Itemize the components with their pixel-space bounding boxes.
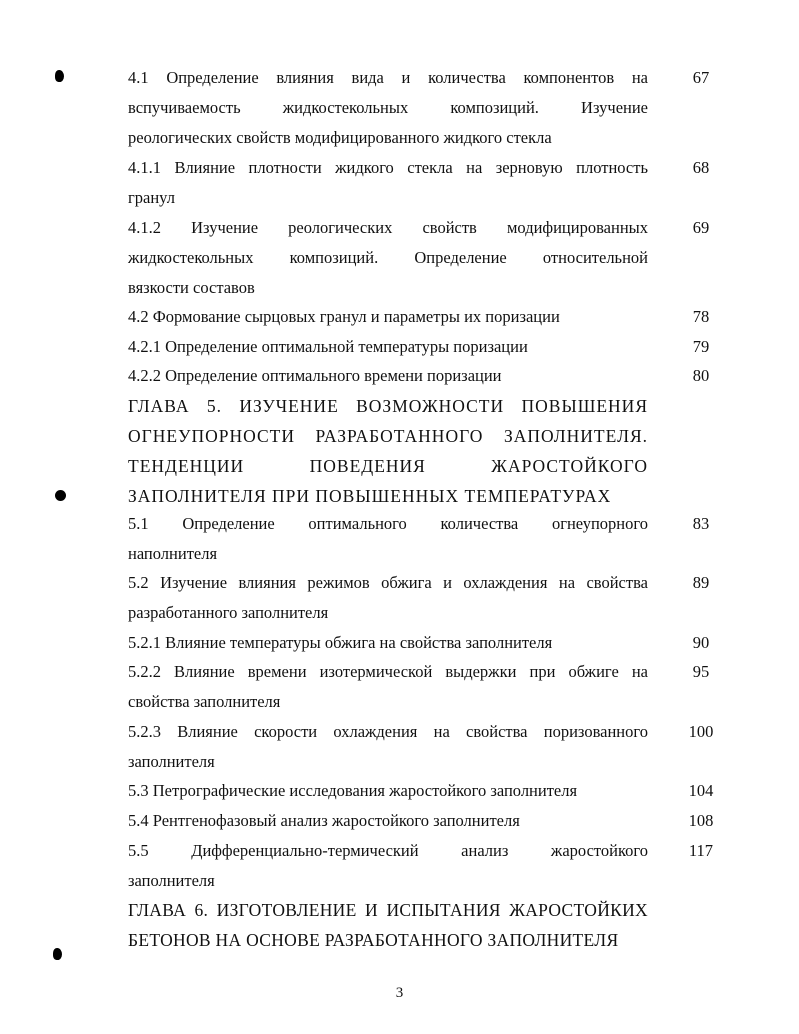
toc-entry-line: 5.1 Определение оптимального количества огнеупорного xyxy=(128,514,648,533)
toc-entry-4-2-1 xyxy=(128,332,648,362)
chapter-heading-line: ГЛАВА 5. ИЗУЧЕНИЕ ВОЗМОЖНОСТИ ПОВЫШЕНИЯ xyxy=(128,396,648,416)
toc-entry-line: заполнителя xyxy=(128,871,215,890)
toc-entry-line: 5.2.3 Влияние скорости охлаждения на свойства поризованного xyxy=(128,722,648,741)
toc-page-number: 100 xyxy=(688,722,714,741)
toc-entry-4-2-2 xyxy=(128,361,648,391)
toc-entry-4-1-2 xyxy=(128,213,648,303)
toc-entry-5-4 xyxy=(128,806,648,836)
page-number: 3 xyxy=(395,985,404,1001)
toc-entry-4-1 xyxy=(128,63,648,153)
toc-entry-line: разработанного заполнителя xyxy=(128,603,329,622)
toc-page-number: 117 xyxy=(688,841,714,860)
toc-entry-line: 4.1 Определение влияния вида и количества компонентов на xyxy=(128,68,648,87)
toc-entry-line: гранул xyxy=(128,188,175,207)
toc-entry-line: наполнителя xyxy=(128,544,218,563)
toc-entry-5-5 xyxy=(128,836,648,896)
binder-hole-mark xyxy=(55,490,66,501)
toc-page-number: 68 xyxy=(692,158,710,177)
chapter-6-heading xyxy=(128,895,648,955)
toc-page-number: 78 xyxy=(692,307,710,326)
toc-page-number: 95 xyxy=(692,662,710,681)
toc-entry-line: 5.3 Петрографические исследования жаростойкого заполнителя xyxy=(128,781,578,800)
toc-entry-line: 4.2.2 Определение оптимального времени поризации xyxy=(128,366,502,385)
toc-page-number: 69 xyxy=(692,218,710,237)
toc-entry-line: свойства заполнителя xyxy=(128,692,281,711)
toc-entry-5-1 xyxy=(128,509,648,569)
chapter-heading-line: ОГНЕУПОРНОСТИ РАЗРАБОТАННОГО ЗАПОЛНИТЕЛЯ. xyxy=(128,426,648,446)
toc-page-number: 108 xyxy=(688,811,714,830)
toc-entry-5-2-3 xyxy=(128,717,648,777)
toc-page-number: 80 xyxy=(692,366,710,385)
toc-entry-line: 5.4 Рентгенофазовый анализ жаростойкого заполнителя xyxy=(128,811,520,830)
toc-entry-line: 5.2.2 Влияние времени изотермической выдержки при обжиге на xyxy=(128,662,648,681)
toc-entry-4-2 xyxy=(128,302,648,332)
toc-page-number: 89 xyxy=(692,573,710,592)
toc-entry-line: 4.1.1 Влияние плотности жидкого стекла на зерновую плотность xyxy=(128,158,648,177)
binder-hole-mark xyxy=(55,70,64,82)
toc-entry-line: 5.2.1 Влияние температуры обжига на свойства заполнителя xyxy=(128,633,553,652)
toc-entry-5-2-1 xyxy=(128,628,648,658)
toc-entry-line: заполнителя xyxy=(128,752,215,771)
toc-entry-line: жидкостекольных композиций. Определение относительной xyxy=(128,248,648,267)
toc-page-number: 90 xyxy=(692,633,710,652)
toc-entry-line: 5.5 Дифференциально-термический анализ жаростойкого xyxy=(128,841,648,860)
chapter-5-heading xyxy=(128,391,648,511)
toc-entry-line: вспучиваемость жидкостекольных композиций. Изучение xyxy=(128,98,648,117)
toc-page-number: 67 xyxy=(692,68,710,87)
toc-entry-line: 4.2 Формование сырцовых гранул и параметры их поризации xyxy=(128,307,560,326)
chapter-heading-line: ТЕНДЕНЦИИ ПОВЕДЕНИЯ ЖАРОСТОЙКОГО xyxy=(128,456,648,476)
toc-entry-4-1-1 xyxy=(128,153,648,213)
toc-entry-line: 5.2 Изучение влияния режимов обжига и охлаждения на свойства xyxy=(128,573,648,592)
chapter-heading-line: ГЛАВА 6. ИЗГОТОВЛЕНИЕ И ИСПЫТАНИЯ ЖАРОСТОЙКИХ xyxy=(128,900,648,920)
toc-entry-line: реологических свойств модифицированного жидкого стекла xyxy=(128,128,552,147)
toc-entry-5-2 xyxy=(128,568,648,628)
toc-entry-line: 4.1.2 Изучение реологических свойств модифицированных xyxy=(128,218,648,237)
toc-entry-5-2-2 xyxy=(128,657,648,717)
toc-page-number: 83 xyxy=(692,514,710,533)
chapter-heading-line: БЕТОНОВ НА ОСНОВЕ РАЗРАБОТАННОГО ЗАПОЛНИТЕЛЯ xyxy=(128,930,619,950)
toc-entry-line: 4.2.1 Определение оптимальной температуры поризации xyxy=(128,337,528,356)
toc-page-number: 79 xyxy=(692,337,710,356)
binder-hole-mark xyxy=(53,948,62,960)
toc-entry-5-3 xyxy=(128,776,648,806)
toc-entry-line: вязкости составов xyxy=(128,278,255,297)
chapter-heading-line: ЗАПОЛНИТЕЛЯ ПРИ ПОВЫШЕННЫХ ТЕМПЕРАТУРАХ xyxy=(128,486,612,506)
toc-page-number: 104 xyxy=(688,781,714,800)
